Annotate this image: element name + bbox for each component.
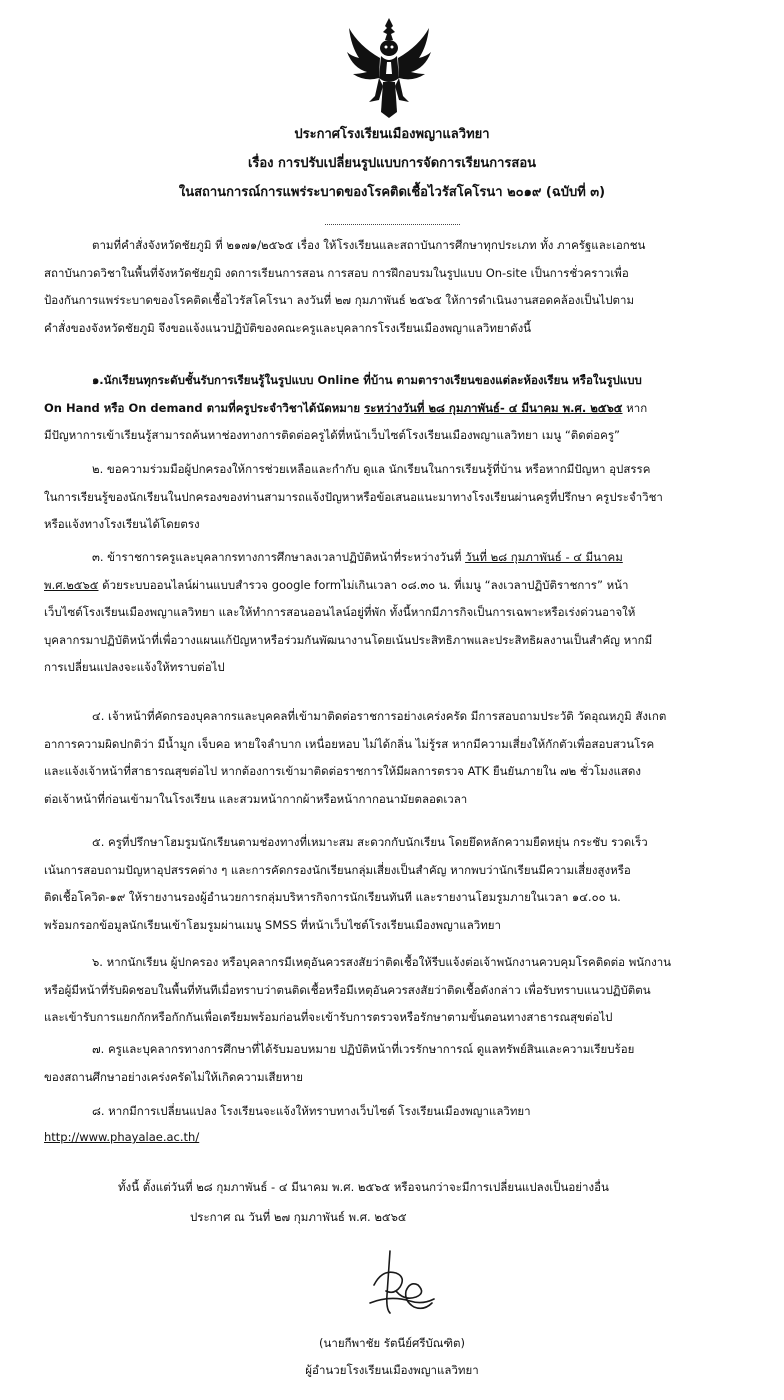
item-8	[44, 1098, 744, 1126]
text-line	[44, 572, 744, 600]
text-line: หรือแจ้งทางโรงเรียนได้โดยตรง	[44, 517, 200, 531]
signature-icon	[360, 1245, 440, 1325]
text-line	[44, 544, 744, 572]
text-line: บุคลากรมาปฏิบัติหน้าที่เพื่อวางแผนแก้ปัญหาหรือร่วมกันพัฒนางานโดยเน้นประสิทธิภาพและประสิทธิผลงานเป็นสำคัญ หากมี	[44, 632, 653, 647]
text-line: ๑.นักเรียนทุกระดับชั้นรับการเรียนรู้ในรูปแบบ Online ที่บ้าน ตามตารางเรียนของแต่ละห้องเรียน หรือในรูปแบบ	[92, 373, 642, 387]
announcement-date: ประกาศ ณ วันที่ ๒๗ กุมภาพันธ์ พ.ศ. ๒๕๖๕	[190, 1210, 407, 1224]
text-line	[44, 395, 744, 423]
subject-subline: ในสถานการณ์การแพร่ระบาดของโรคติดเชื้อไวรัสโคโรนา ๒๐๑๙ (ฉบับที่ ๓)	[178, 185, 606, 200]
text-line: เน้นการสอบถามปัญหาอุปสรรคต่าง ๆ และการคัดกรองนักเรียนกลุ่มเสี่ยงเป็นสำคัญ หากพบว่านักเรียนมีความเสี่ยงสูงหรือ	[44, 862, 631, 877]
text-span: หาก	[622, 400, 648, 415]
text-span: On Hand หรือ On demand ตามที่ครูประจำวิชาได้นัดหมาย	[44, 400, 365, 415]
text-line: ๘. หากมีการเปลี่ยนแปลง โรงเรียนจะแจ้งให้ทราบทางเว็บไซต์ โรงเรียนเมืองพญาแลวิทยา	[92, 1104, 531, 1118]
announcement-title: ประกาศโรงเรียนเมืองพญาแลวิทยา	[294, 127, 490, 142]
text-line: ๒. ขอความร่วมมือผู้ปกครองให้การช่วยเหลือและกำกับ ดูแล นักเรียนในการเรียนรู้ที่บ้าน หรือหากมีปัญหา อุปสรรค	[92, 462, 651, 476]
date-range-underlined: ระหว่างวันที่ ๒๘ กุมภาพันธ์- ๔ มีนาคม พ.ศ. ๒๕๖๕	[364, 400, 623, 415]
subject-line: เรื่อง การปรับเปลี่ยนรูปแบบการจัดการเรียนการสอน	[247, 156, 537, 171]
text-line: พร้อมกรอกข้อมูลนักเรียนเข้าโฮมรูมผ่านเมนู SMSS ที่หน้าเว็บไซต์โรงเรียนเมืองพญาแลวิทยา	[44, 917, 501, 932]
text-line: ในการเรียนรู้ของนักเรียนในปกครองของท่านสามารถแจ้งปัญหาหรือข้อเสนอแนะมาทางโรงเรียนผ่านครูที่ปรึกษา ครูประจำวิชา	[44, 489, 663, 504]
text-line: มีปัญหาการเข้าเรียนรู้สามารถค้นหาช่องทางการติดต่อครูได้ที่หน้าเว็บไซต์โรงเรียนเมืองพญาแลวิทยา เมนู “ติดต่อครู”	[44, 428, 620, 442]
text-line: คำสั่งของจังหวัดชัยภูมิ จึงขอแจ้งแนวปฏิบัติของคณะครูและบุคลากรโรงเรียนเมืองพญาแลวิทยาดังนี้	[44, 320, 532, 335]
intro-paragraph	[44, 232, 744, 342]
text-line: หรือผู้มีหน้าที่รับผิดชอบในพื้นที่ทันทีเมื่อทราบว่าตนติดเชื้อหรือมีเหตุอันควรสงสัยว่าติดเชื้อดังกล่าว เพื่อรับทราบแนวปฏิบัติตน	[44, 982, 651, 997]
text-line: เว็บไซต์โรงเรียนเมืองพญาแลวิทยา และให้ทำการสอนออนไลน์อยู่ที่พัก ทั้งนี้หากมีภารกิจเป็นการเฉพาะหรือเร่งด่วนอาจให้	[44, 605, 636, 619]
text-line: และแจ้งเจ้าหน้าที่สาธารณสุขต่อไป หากต้องการเข้ามาติดต่อราชการให้มีผลการตรวจ ATK ยืนยันภายใน ๗๒ ชั่วโมงแสดง	[44, 764, 642, 778]
text-line: อาการความผิดปกติว่า มีน้ำมูก เจ็บคอ หายใจลำบาก เหนื่อยหอบ ไม่ได้กลิ่น ไม่รู้รส หากมีความเสี่ยงให้กักตัวเพื่อสอบสวนโรค	[44, 736, 655, 751]
text-line: ติดเชื้อโควิด-๑๙ ให้รายงานรองผู้อำนวยการกลุ่มบริหารกิจการนักเรียนทันที และรายงานโฮมรูมภายในเวลา ๑๔.๐๐ น.	[44, 890, 621, 904]
text-line: ๔. เจ้าหน้าที่คัดกรองบุคลากรและบุคคลที่เข้ามาติดต่อราชการอย่างเคร่งครัด มีการสอบถามประวัติ วัดอุณหภูมิ สังเกต	[92, 709, 667, 723]
text-line: ตามที่คำสั่งจังหวัดชัยภูมิ ที่ ๒๑๗๑/๒๕๖๕ เรื่อง ให้โรงเรียนและสถาบันการศึกษาทุกประเภท ทั้ง ภาครัฐและเอกชน	[92, 238, 646, 252]
item-3	[44, 544, 744, 682]
item-1	[44, 367, 744, 450]
signer-name: (นายกีพาชัย รัตนีย์ศรีบัณฑิต)	[319, 1336, 465, 1350]
date-range-underlined: วันที่ ๒๘ กุมภาพันธ์ - ๔ มีนาคม	[465, 550, 623, 564]
text-line: ต่อเจ้าหน้าที่ก่อนเข้ามาในโรงเรียน และสวมหน้ากากผ้าหรือหน้ากากอนามัยตลอดเวลา	[44, 791, 468, 806]
text-line: การเปลี่ยนแปลงจะแจ้งให้ทราบต่อไป	[44, 660, 225, 674]
item-4	[44, 703, 744, 813]
header-divider	[325, 224, 460, 225]
effective-period: ทั้งนี้ ตั้งแต่วันที่ ๒๘ กุมภาพันธ์ - ๔ มีนาคม พ.ศ. ๒๕๖๕ หรือจนกว่าจะมีการเปลี่ยนแปลงเป็นอย่างอื่น	[118, 1180, 609, 1194]
signer-title: ผู้อำนวยโรงเรียนเมืองพญาแลวิทยา	[305, 1363, 479, 1377]
item-6	[44, 949, 744, 1032]
year-underlined: พ.ศ.๒๕๖๕	[44, 577, 99, 592]
text-line: ๕. ครูที่ปรึกษาโฮมรูมนักเรียนตามช่องทางที่เหมาะสม สะดวกกับนักเรียน โดยยึดหลักความยืดหยุ่น กระชับ รวดเร็ว	[92, 835, 648, 849]
text-span: ๓. ข้าราชการครูและบุคลากรทางการศึกษาลงเวลาปฏิบัติหน้าที่ระหว่างวันที่	[92, 550, 466, 564]
item-2	[44, 456, 744, 539]
text-span: ด้วยระบบออนไลน์ผ่านแบบสำรวจ google formไม่เกินเวลา ๐๘.๓๐ น. ที่เมนู “ลงเวลาปฏิบัติราชการ” หน้า	[98, 577, 629, 592]
text-line: และเข้ารับการแยกกักหรือกักกันเพื่อเตรียมพร้อมก่อนที่จะเข้ารับการตรวจหรือรักษาตามขั้นตอนทางสาธารณสุขต่อไป	[44, 1010, 613, 1024]
text-line: ป้องกันการแพร่ระบาดของโรคติดเชื้อไวรัสโคโรนา ลงวันที่ ๒๗ กุมภาพันธ์ ๒๕๖๕ ให้การดำเนินงานสอดคล้องเป็นไปตาม	[44, 293, 635, 307]
text-line: ๖. หากนักเรียน ผู้ปกครอง หรือบุคลากรมีเหตุอันควรสงสัยว่าติดเชื้อให้รีบแจ้งต่อเจ้าพนักงานควบคุมโรคติดต่อ พนักงาน	[92, 955, 672, 969]
text-line: ของสถานศึกษาอย่างเคร่งครัดไม่ให้เกิดความเสียหาย	[44, 1069, 304, 1084]
text-line: สถาบันกวดวิชาในพื้นที่จังหวัดชัยภูมิ งดการเรียนการสอน การสอบ การฝึกอบรมในรูปแบบ On-site เป็นการชั่วคราวเพื่อ	[44, 265, 629, 280]
item-5	[44, 829, 744, 939]
garuda-emblem-icon	[345, 16, 433, 120]
text-line: ๗. ครูและบุคลากรทางการศึกษาที่ได้รับมอบหมาย ปฏิบัติหน้าที่เวรรักษาการณ์ ดูแลทรัพย์สินและความเรียบร้อย	[92, 1042, 635, 1056]
item-7	[44, 1036, 744, 1091]
website-link[interactable]: http://www.phayalae.ac.th/	[44, 1130, 200, 1144]
